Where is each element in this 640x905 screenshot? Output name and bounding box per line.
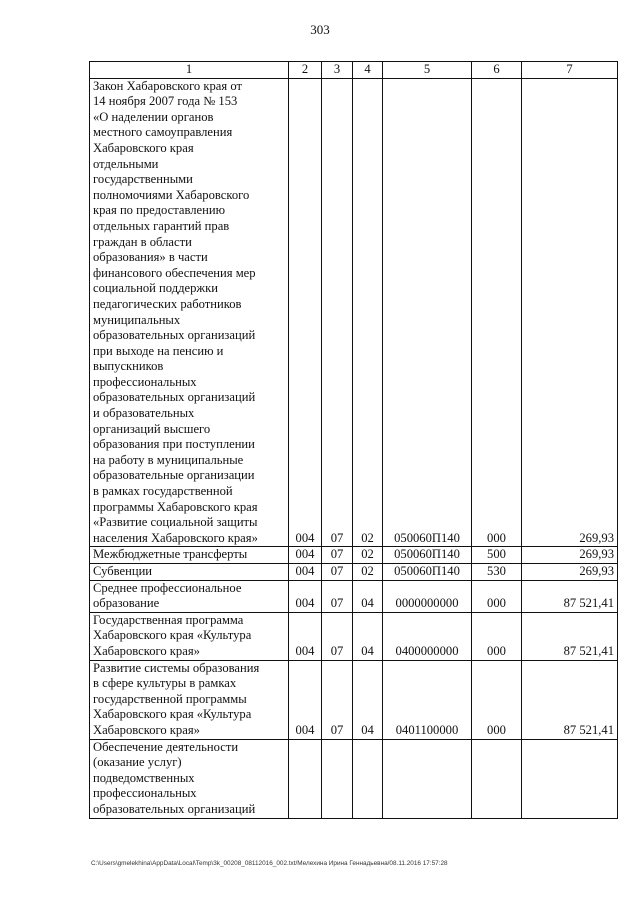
- item-name-cell: [90, 564, 289, 581]
- column-header: 1: [90, 62, 289, 79]
- section-cell: 07: [322, 612, 353, 660]
- table-row: [90, 580, 618, 612]
- expense-type-cell: 000: [472, 78, 522, 547]
- item-name-line: Закон Хабаровского края от: [93, 78, 242, 93]
- item-name-line: Хабаровского края «Культура: [93, 628, 252, 643]
- item-name-line: образовательных организаций: [93, 328, 256, 343]
- subsection-cell: 04: [353, 580, 383, 612]
- item-name-line: профессиональных: [93, 786, 197, 801]
- item-name-cell: [90, 660, 289, 739]
- subsection-cell: 02: [353, 78, 383, 547]
- item-name-line: Хабаровского края»: [93, 643, 200, 658]
- item-name-line: образовательные организации: [93, 468, 255, 483]
- table-row: [90, 547, 618, 564]
- admin-code-cell: 004: [289, 564, 322, 581]
- amount-cell: 87 521,41: [522, 660, 618, 739]
- table-row: [90, 78, 618, 547]
- target-article-cell: 050060П140: [383, 78, 472, 547]
- section-cell: 07: [322, 564, 353, 581]
- item-name-cell: [90, 547, 289, 564]
- column-header: 7: [522, 62, 618, 79]
- item-name-line: подведомственных: [93, 770, 195, 785]
- item-name-line: государственной программы: [93, 691, 247, 706]
- item-name-line: (оказание услуг): [93, 755, 182, 770]
- item-name-line: и образовательных: [93, 406, 195, 421]
- column-header: 2: [289, 62, 322, 79]
- column-header: 5: [383, 62, 472, 79]
- item-name-line: образования при поступлении: [93, 437, 255, 452]
- item-name-line: программы Хабаровского края: [93, 499, 258, 514]
- subsection-cell: 02: [353, 547, 383, 564]
- table-row: [90, 660, 618, 739]
- item-name-line: Хабаровского края «Культура: [93, 707, 252, 722]
- item-name-line: в сфере культуры в рамках: [93, 676, 237, 691]
- amount-cell: 269,93: [522, 564, 618, 581]
- item-name-line: Государственная программа: [93, 612, 244, 627]
- item-name-line: отдельных гарантий прав: [93, 218, 230, 233]
- item-name-line: образования» в части: [93, 250, 208, 265]
- item-name-line: края по предоставлению: [93, 203, 225, 218]
- column-header: 3: [322, 62, 353, 79]
- target-article-cell: 050060П140: [383, 547, 472, 564]
- item-name-line: полномочиями Хабаровского: [93, 187, 250, 202]
- admin-code-cell: 004: [289, 78, 322, 547]
- table-row: [90, 739, 618, 818]
- section-cell: [322, 739, 353, 818]
- item-name-line: 14 ноября 2007 года № 153: [93, 94, 238, 109]
- item-name-line: «О наделении органов: [93, 109, 214, 124]
- admin-code-cell: 004: [289, 580, 322, 612]
- subsection-cell: 04: [353, 612, 383, 660]
- amount-cell: 269,93: [522, 78, 618, 547]
- target-article-cell: 050060П140: [383, 564, 472, 581]
- section-cell: 07: [322, 78, 353, 547]
- amount-cell: 87 521,41: [522, 580, 618, 612]
- item-name-cell: [90, 612, 289, 660]
- column-header: 6: [472, 62, 522, 79]
- item-name-line: профессиональных: [93, 374, 197, 389]
- expense-type-cell: 500: [472, 547, 522, 564]
- admin-code-cell: 004: [289, 547, 322, 564]
- item-name-line: образовательных организаций: [93, 390, 256, 405]
- item-name-line: при выходе на пенсию и: [93, 343, 224, 358]
- item-name-cell: [90, 580, 289, 612]
- expense-type-cell: 000: [472, 612, 522, 660]
- column-header: 4: [353, 62, 383, 79]
- item-name-line: социальной поддержки: [93, 281, 218, 296]
- item-name-line: Хабаровского края: [93, 140, 194, 155]
- amount-cell: [522, 739, 618, 818]
- item-name-line: муниципальных: [93, 312, 181, 327]
- item-name-line: Межбюджетные трансферты: [93, 547, 248, 562]
- expense-type-cell: [472, 739, 522, 818]
- admin-code-cell: 004: [289, 660, 322, 739]
- item-name-line: на работу в муниципальные: [93, 452, 244, 467]
- table-header-row: [90, 62, 618, 79]
- item-name-line: Обеспечение деятельности: [93, 739, 239, 754]
- item-name-line: населения Хабаровского края»: [93, 530, 258, 545]
- item-name-line: местного самоуправления: [93, 125, 233, 140]
- item-name-line: финансового обеспечения мер: [93, 265, 256, 280]
- amount-cell: 269,93: [522, 547, 618, 564]
- item-name-line: в рамках государственной: [93, 484, 233, 499]
- admin-code-cell: 004: [289, 612, 322, 660]
- item-name-line: Развитие системы образования: [93, 660, 260, 675]
- item-name-line: образование: [93, 596, 160, 611]
- table-row: [90, 612, 618, 660]
- expense-type-cell: 000: [472, 660, 522, 739]
- subsection-cell: 02: [353, 564, 383, 581]
- item-name-line: государственными: [93, 172, 193, 187]
- budget-table: [89, 61, 618, 819]
- section-cell: 07: [322, 547, 353, 564]
- amount-cell: 87 521,41: [522, 612, 618, 660]
- item-name-line: выпускников: [93, 359, 164, 374]
- target-article-cell: 0401100000: [383, 660, 472, 739]
- item-name-line: отдельными: [93, 156, 159, 171]
- target-article-cell: 0000000000: [383, 580, 472, 612]
- item-name-line: «Развитие социальной защиты: [93, 515, 258, 530]
- item-name-line: организаций высшего: [93, 421, 211, 436]
- subsection-cell: [353, 739, 383, 818]
- section-cell: 07: [322, 660, 353, 739]
- item-name-cell: [90, 78, 289, 547]
- file-path-footer: C:\Users\gmelekhina\AppData\Local\Temp\3k_00208_08112016_002.txt/Мелехина Ирина Геннадьевна/08.11.2016 17:57:28: [91, 860, 448, 867]
- expense-type-cell: 000: [472, 580, 522, 612]
- item-name-cell: [90, 739, 289, 818]
- page-number: 303: [310, 22, 330, 37]
- target-article-cell: 0400000000: [383, 612, 472, 660]
- section-cell: 07: [322, 580, 353, 612]
- item-name-line: Среднее профессиональное: [93, 580, 242, 595]
- item-name-line: педагогических работников: [93, 296, 242, 311]
- item-name-line: образовательных организаций: [93, 801, 256, 816]
- expense-type-cell: 530: [472, 564, 522, 581]
- table-row: [90, 564, 618, 581]
- admin-code-cell: [289, 739, 322, 818]
- item-name-line: Субвенции: [93, 564, 153, 578]
- subsection-cell: 04: [353, 660, 383, 739]
- target-article-cell: [383, 739, 472, 818]
- item-name-line: Хабаровского края»: [93, 722, 200, 737]
- item-name-line: граждан в области: [93, 234, 192, 249]
